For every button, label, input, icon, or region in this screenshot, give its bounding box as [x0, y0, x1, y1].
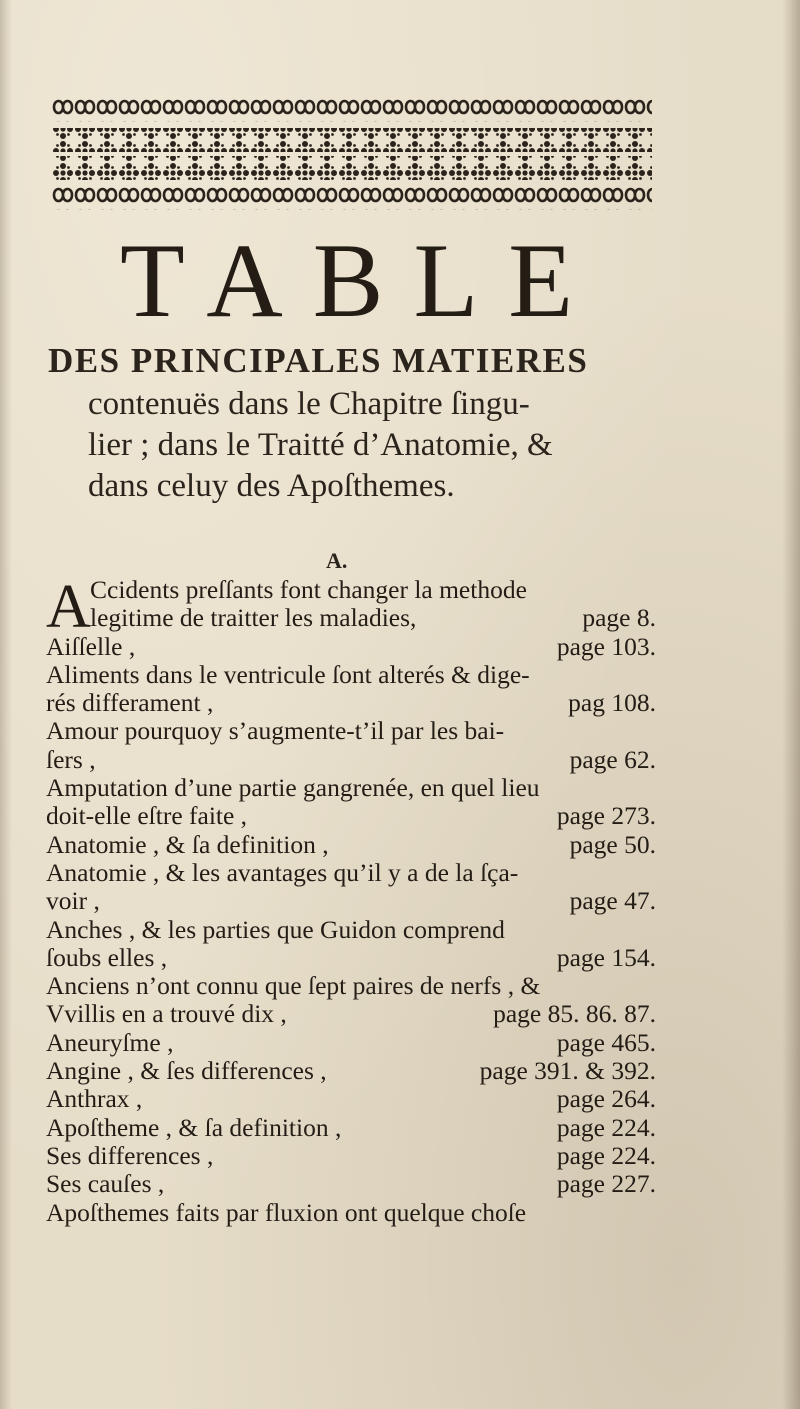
entry-page: page 224.: [556, 1140, 656, 1170]
entry-text: voir ,: [46, 886, 100, 916]
entry-page: page 62.: [569, 744, 656, 774]
entry-text: Ccidents preſſants font changer la methode: [90, 575, 527, 604]
entry-page: page 227.: [556, 1169, 656, 1199]
entry-text: Ses cauſes ,: [46, 1169, 165, 1199]
entry-text: ſoubs elles ,: [46, 942, 168, 972]
index-line: [46, 887, 656, 915]
subtitle-line: dans celuy des Apoſthemes.: [88, 468, 455, 504]
entry-page: page 47.: [569, 886, 656, 916]
index-line: [46, 944, 656, 972]
entry-text: Aneuryſme ,: [46, 1027, 174, 1057]
entry-text: Amputation d’une partie gangrenée, en quel lieu: [46, 773, 540, 803]
index-line: [46, 604, 656, 632]
index-line: [46, 746, 656, 774]
index-line: [46, 661, 656, 689]
entry-text: Vvillis en a trouvé dix ,: [46, 999, 287, 1029]
index-line: [46, 689, 656, 717]
index-line: [46, 916, 656, 944]
page-edge-left: [0, 0, 12, 1409]
entry-text: Angine , & ſes differences ,: [46, 1056, 327, 1086]
entry-text: Anches , & les parties que Guidon comprend: [46, 914, 505, 944]
entry-page: page 85. 86. 87.: [493, 999, 656, 1029]
section-letter: A.: [326, 548, 348, 573]
entry-text: Anthrax ,: [46, 1084, 143, 1114]
entry-page: page 50.: [569, 829, 656, 859]
index-line: [46, 633, 656, 661]
index-line: [46, 1029, 656, 1057]
index-line: [46, 1199, 656, 1227]
subtitle-heading: DES PRINCIPALES MATIERES: [48, 341, 589, 380]
entry-text: Anatomie , & les avantages qu’il y a de la ſça-: [46, 857, 519, 887]
entry-text: ſers ,: [46, 744, 96, 774]
ornament-pattern-icon: [52, 96, 652, 214]
ornamental-headpiece: [52, 96, 652, 214]
index-line: [46, 802, 656, 830]
entry-text: Anciens n’ont connu que ſept paires de nerfs , &: [46, 971, 541, 1001]
index-line: [46, 1000, 656, 1028]
entry-text: Ses differences ,: [46, 1140, 214, 1170]
entry-page: page 224.: [556, 1112, 656, 1142]
page-title: TABLE: [120, 222, 604, 339]
entry-text: Apoſthemes faits par fluxion ont quelque choſe: [46, 1197, 527, 1227]
entry-text: Apoſtheme , & ſa definition ,: [46, 1112, 342, 1142]
drop-cap: A: [46, 573, 91, 641]
entry-page: page 273.: [556, 801, 656, 831]
index-line: [46, 859, 656, 887]
index-line: [46, 1170, 656, 1198]
index-line: [46, 1114, 656, 1142]
index-entries: [46, 573, 656, 1227]
index-line: [46, 1085, 656, 1113]
subtitle-continuation: [88, 384, 668, 507]
entry-text: doit-elle eſtre faite ,: [46, 801, 248, 831]
entry-text: Aiſſelle ,: [46, 631, 136, 661]
entry-text: rés differament ,: [46, 688, 214, 718]
page-edge-right: [782, 0, 800, 1409]
entry-text: Anatomie , & ſa definition ,: [46, 829, 329, 859]
entry-page: page 103.: [556, 631, 656, 661]
entry-page: page 264.: [556, 1084, 656, 1114]
index-line: [46, 1142, 656, 1170]
entry-page: page 154.: [556, 942, 656, 972]
subtitle-line: contenuës dans le Chapitre ſingu-: [88, 386, 530, 422]
index-line: [46, 972, 656, 1000]
entry-page: page 8.: [582, 603, 656, 633]
entry-page: pag 108.: [568, 688, 656, 718]
entry-text: Aliments dans le ventricule ſont alterés & dige-: [46, 659, 530, 689]
entry-page: page 465.: [556, 1027, 656, 1057]
entry-page: page 391. & 392.: [479, 1056, 656, 1086]
index-line: [46, 1057, 656, 1085]
index-line: [46, 576, 656, 604]
index-line: [46, 774, 656, 802]
index-line: [46, 717, 656, 745]
entry-text: legitime de traitter les maladies,: [90, 603, 417, 633]
entry-text: Amour pourquoy s’augmente-t’il par les bai-: [46, 716, 505, 746]
subtitle-line: lier ; dans le Traitté d’Anatomie, &: [88, 427, 553, 463]
index-line: [46, 831, 656, 859]
